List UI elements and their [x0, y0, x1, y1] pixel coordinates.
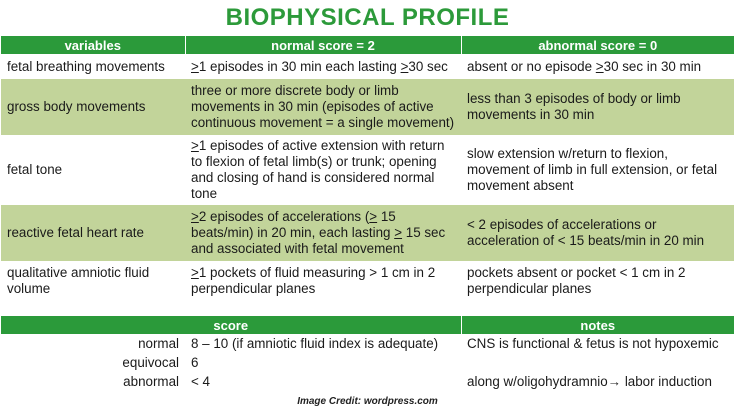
table-row — [1, 54, 734, 79]
header-score: score — [1, 316, 461, 334]
variable-cell: qualitative amniotic fluid volume — [7, 265, 150, 296]
variable-cell: fetal tone — [7, 162, 63, 177]
scoring-row — [1, 353, 734, 372]
table-row — [1, 135, 734, 205]
scoring-row — [1, 372, 734, 391]
abnormal-criteria-cell: less than 3 episodes of body or limb movements in 30 min — [461, 79, 734, 135]
score-label: equivocal — [122, 354, 179, 370]
table-row — [1, 79, 734, 135]
header-abnormal-score: abnormal score = 0 — [461, 36, 734, 54]
variable-cell: fetal breathing movements — [7, 58, 165, 74]
normal-criteria-cell: three or more discrete body or limb movements in 30 min (episodes of active continuous movement = a single movement) — [185, 79, 461, 135]
header-normal-score: normal score = 2 — [185, 36, 461, 54]
header-notes: notes — [461, 316, 734, 334]
abnormal-criteria-cell: pockets absent or pocket < 1 cm in 2 perpendicular planes — [467, 265, 686, 296]
table-header-row — [1, 36, 734, 54]
score-note — [461, 353, 734, 372]
score-note: along w/oligohydramnio→ labor induction — [467, 373, 712, 389]
abnormal-criteria-cell: absent or no episode >30 sec in 30 min — [467, 58, 702, 74]
abnormal-criteria-cell: < 2 episodes of accelerations or acceleration of < 15 beats/min in 20 min — [461, 205, 734, 261]
biophysical-profile-table — [1, 36, 734, 301]
normal-criteria-cell: >2 episodes of accelerations (> 15 beats/min) in 20 min, each lasting > 15 sec and associated with fetal movement — [185, 205, 461, 261]
score-label: abnormal — [123, 373, 179, 389]
score-note: CNS is functional & fetus is not hypoxemic — [467, 335, 719, 351]
score-range: < 4 — [191, 373, 210, 389]
score-range: 8 – 10 (if amniotic fluid index is adequate) — [191, 335, 439, 351]
table-row — [1, 205, 734, 261]
normal-criteria-cell: >1 episodes of active extension with return to flexion of fetal limb(s) or trunk; opening and closing of hand is considered normal tone — [191, 138, 445, 201]
score-range: 6 — [191, 354, 199, 370]
table-row — [1, 261, 734, 301]
scoring-table — [1, 316, 734, 391]
score-label: normal — [138, 335, 179, 351]
variable-cell: gross body movements — [1, 79, 185, 135]
image-credit: Image Credit: wordpress.com — [297, 396, 438, 407]
header-variables: variables — [1, 36, 185, 54]
variable-cell: reactive fetal heart rate — [1, 205, 185, 261]
normal-criteria-cell: >1 episodes in 30 min each lasting >30 sec — [191, 58, 448, 74]
normal-criteria-cell: >1 pockets of fluid measuring > 1 cm in 2 perpendicular planes — [191, 265, 436, 296]
scoring-row — [1, 334, 734, 353]
page-title: BIOPHYSICAL PROFILE — [225, 4, 510, 31]
scoring-header-row — [1, 316, 734, 334]
abnormal-criteria-cell: slow extension w/return to flexion, movement of limb in full extension, or fetal movement absent — [467, 146, 718, 193]
